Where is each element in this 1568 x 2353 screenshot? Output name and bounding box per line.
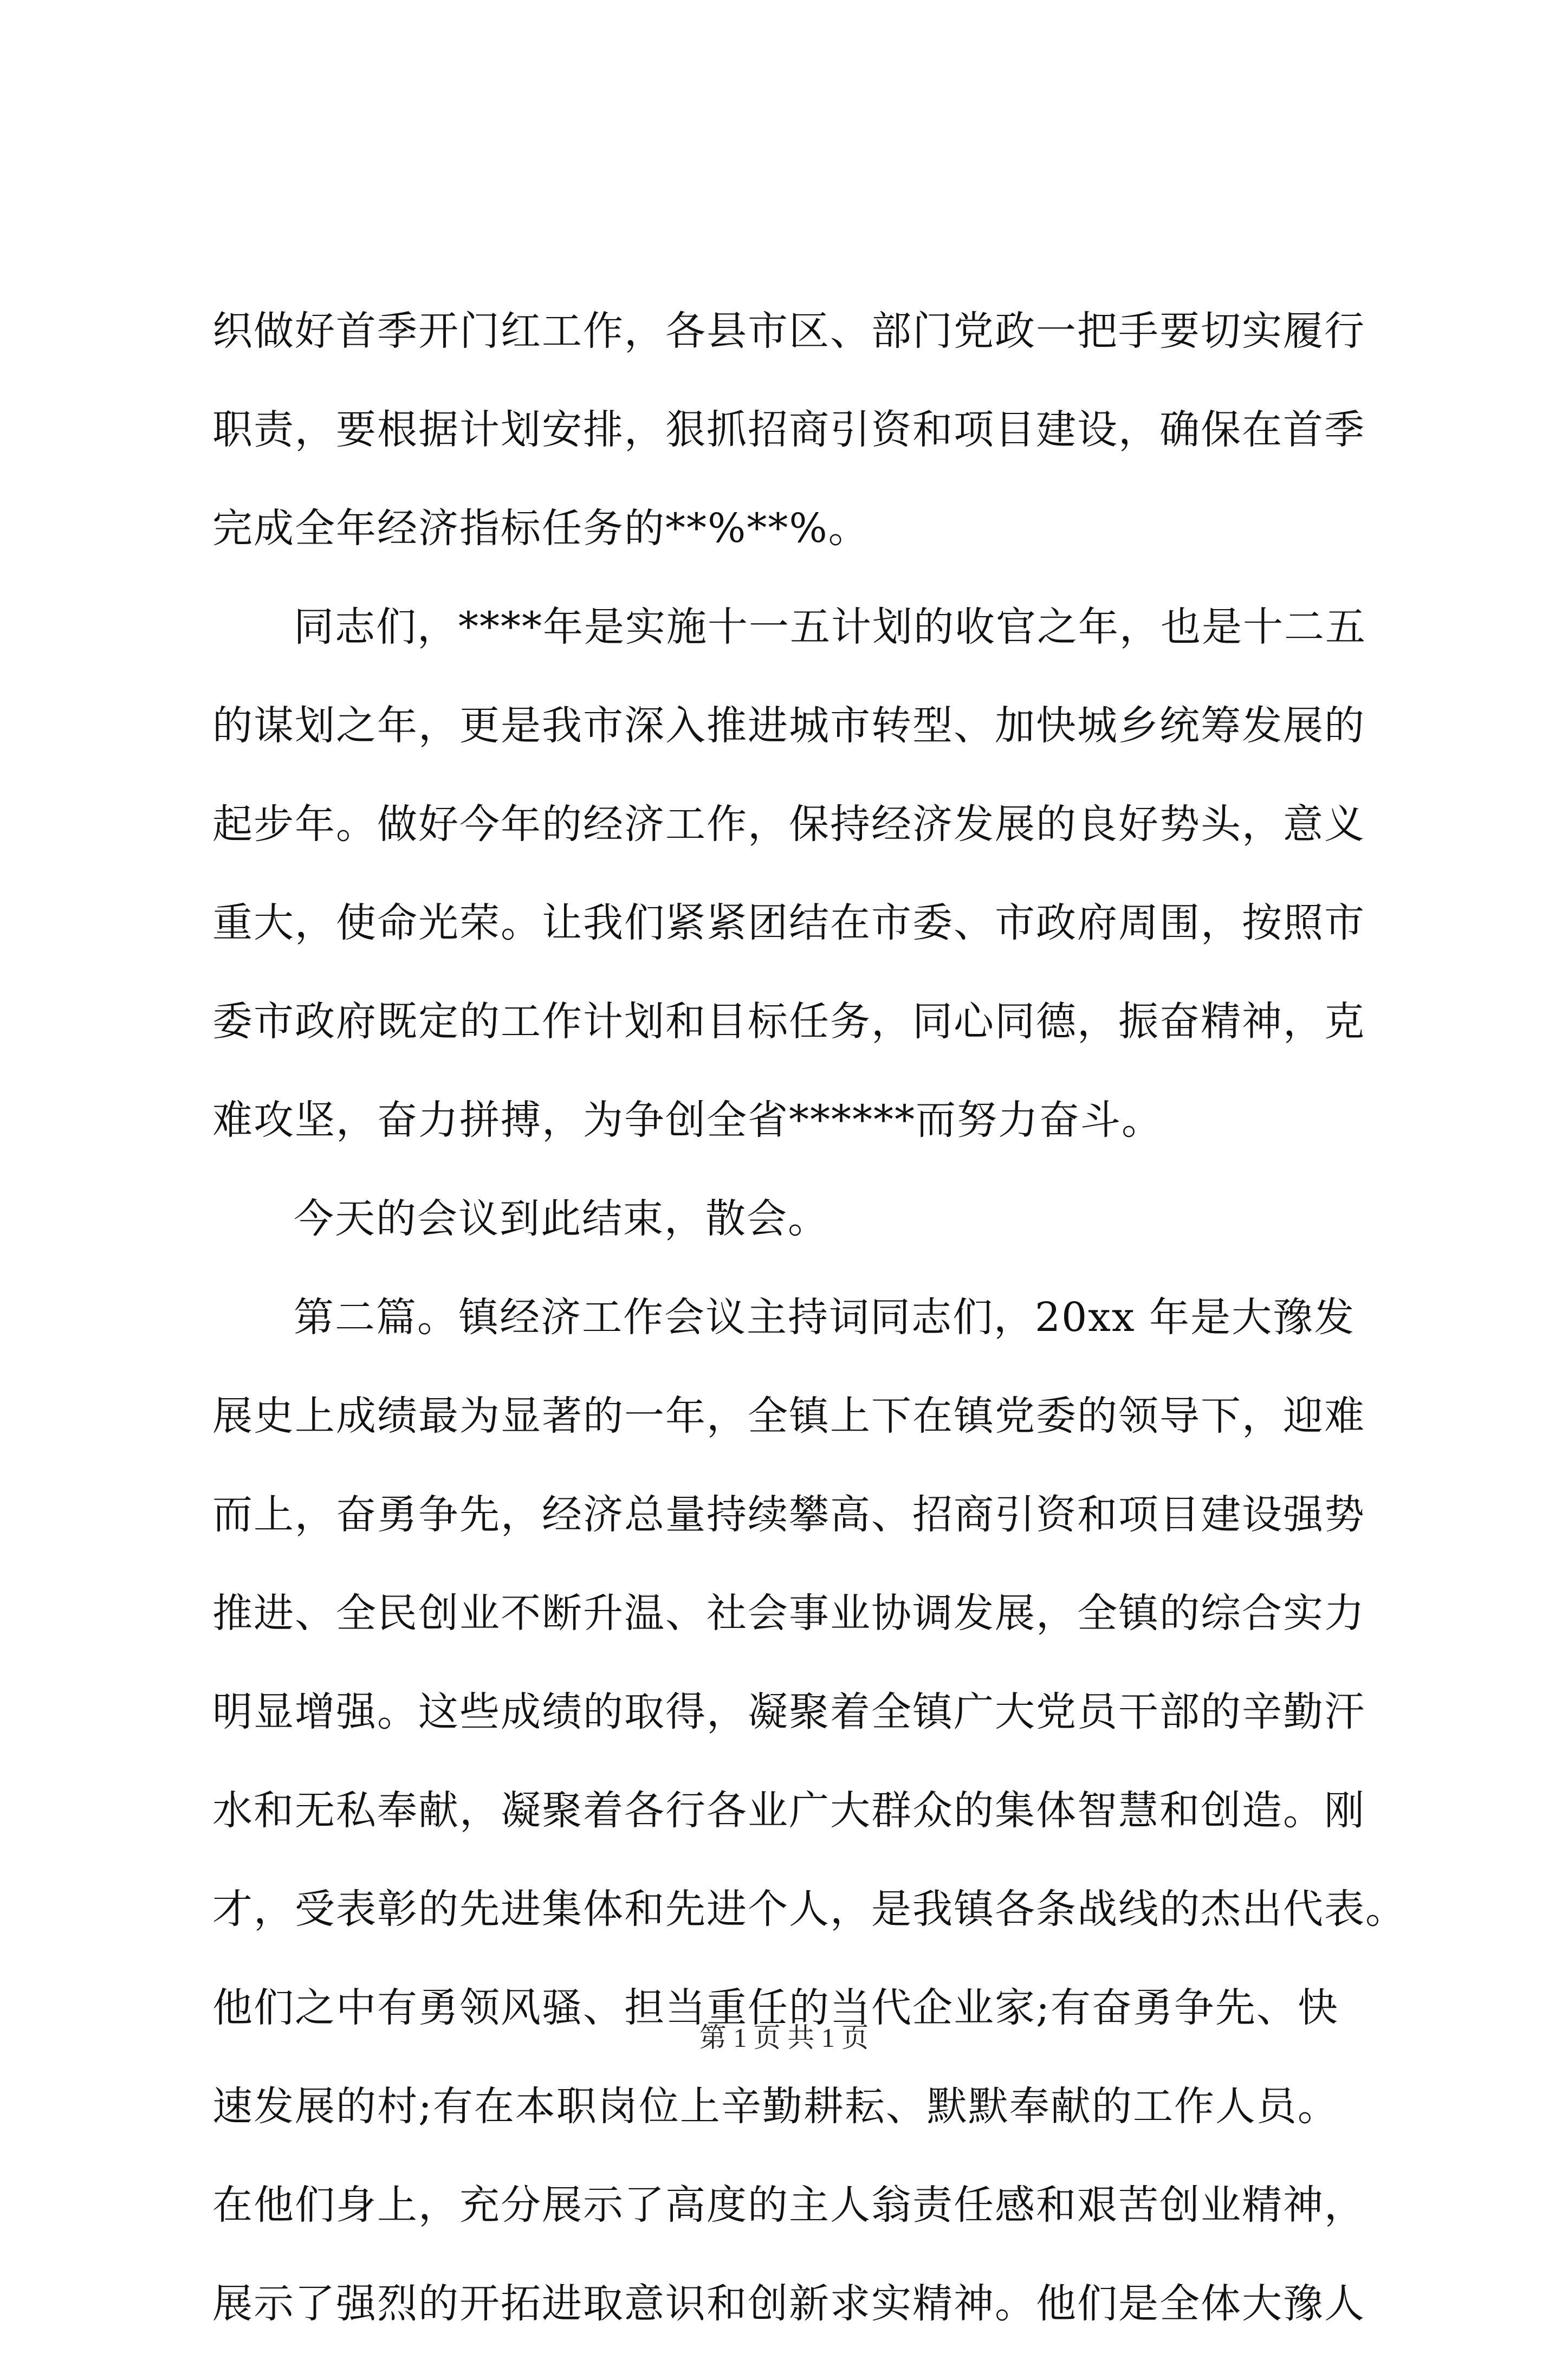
text-line: 展示了强烈的开拓进取意识和创新求实精神。他们是全体大豫人: [212, 2280, 1365, 2327]
text-line: 而上，奋勇争先，经济总量持续攀高、招商引资和项目建设强势: [212, 1491, 1365, 1538]
paragraph-first-line: 今天的会议到此结束，散会。: [294, 1195, 829, 1242]
text-line: 难攻坚，奋力拼搏，为争创全省******而努力奋斗。: [212, 1097, 1163, 1143]
text-line: 职责，要根据计划安排，狠抓招商引资和项目建设，确保在首季: [212, 406, 1365, 453]
text-line: 速发展的村;有在本职岗位上辛勤耕耘、默默奉献的工作人员。: [212, 2083, 1339, 2130]
text-line: 他们之中有勇领风骚、担当重任的当代企业家;有奋勇争先、快: [212, 1984, 1339, 2031]
text-line: 的谋划之年，更是我市深入推进城市转型、加快城乡统筹发展的: [212, 702, 1365, 749]
page-footer: [0, 2019, 1568, 2057]
text-line: 才，受表彰的先进集体和先进个人，是我镇各条战线的杰出代表。: [212, 1886, 1407, 1932]
text-line: 织做好首季开门红工作，各县市区、部门党政一把手要切实履行: [212, 308, 1365, 354]
paragraph-first-line: 第二篇。镇经济工作会议主持词同志们，20xx 年是大豫发: [294, 1294, 1356, 1341]
text-line: 委市政府既定的工作计划和目标任务，同心同德，振奋精神，克: [212, 998, 1365, 1045]
paragraph-first-line: 同志们，****年是实施十一五计划的收官之年，也是十二五: [294, 604, 1366, 650]
text-line: 展史上成绩最为显著的一年，全镇上下在镇党委的领导下，迎难: [212, 1393, 1365, 1439]
text-line: 水和无私奉献，凝聚着各行各业广大群众的集体智慧和创造。刚: [212, 1787, 1365, 1834]
text-line: 明显增强。这些成绩的取得，凝聚着全镇广大党员干部的辛勤汗: [212, 1689, 1365, 1735]
page-number: 第 1 页 共 1 页: [699, 2022, 869, 2053]
text-line: 完成全年经济指标任务的**%**%。: [212, 505, 870, 552]
text-line: 在他们身上，充分展示了高度的主人翁责任感和艰苦创业精神，: [212, 2182, 1365, 2228]
text-line: 起步年。做好今年的经济工作，保持经济发展的良好势头，意义: [212, 801, 1365, 848]
text-line: 重大，使命光荣。让我们紧紧团结在市委、市政府周围，按照市: [212, 900, 1365, 946]
text-line: 推进、全民创业不断升温、社会事业协调发展，全镇的综合实力: [212, 1590, 1365, 1637]
